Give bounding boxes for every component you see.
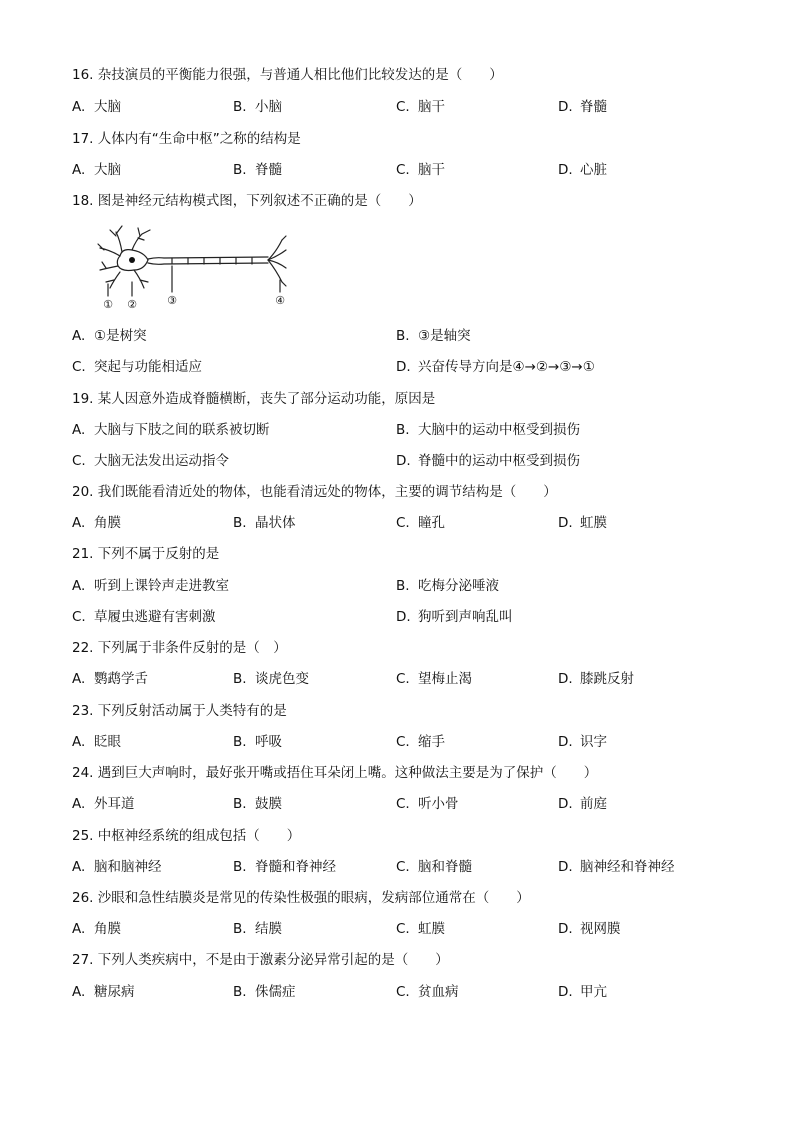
- q16-option-c: C. 脑干: [396, 99, 445, 115]
- q16-option-b: B. 小脑: [233, 99, 282, 115]
- q26-option-d: D. 视网膜: [558, 921, 621, 937]
- q23-option-a: A. 眨眼: [72, 734, 121, 750]
- q25-option-b: B. 脊髓和脊神经: [233, 859, 336, 875]
- q17-option-d: D. 心脏: [558, 162, 607, 178]
- question-26-stem: 26. 沙眼和急性结膜炎是常见的传染性极强的眼病，发病部位通常在（ ）: [72, 890, 530, 906]
- question-19-stem: 19. 某人因意外造成脊髓横断，丧失了部分运动功能，原因是: [72, 391, 436, 407]
- q19-option-a: A. 大脑与下肢之间的联系被切断: [72, 422, 270, 438]
- q20-option-c: C. 瞳孔: [396, 515, 445, 531]
- q27-option-a: A. 糖尿病: [72, 984, 135, 1000]
- question-20-stem: 20. 我们既能看清近处的物体，也能看清远处的物体，主要的调节结构是（ ）: [72, 484, 557, 500]
- q23-option-c: C. 缩手: [396, 734, 445, 750]
- q27-option-c: C. 贫血病: [396, 984, 459, 1000]
- q25-option-d: D. 脑神经和脊神经: [558, 859, 675, 875]
- q19-option-c: C. 大脑无法发出运动指令: [72, 453, 229, 469]
- q20-option-b: B. 晶状体: [233, 515, 296, 531]
- q24-option-c: C. 听小骨: [396, 796, 459, 812]
- q17-option-a: A. 大脑: [72, 162, 121, 178]
- q26-option-c: C. 虹膜: [396, 921, 445, 937]
- q18-option-b: B. ③是轴突: [396, 328, 471, 344]
- figure-label-2: ②: [127, 298, 137, 311]
- figure-label-3: ③: [167, 294, 177, 307]
- q21-option-d: D. 狗听到声响乱叫: [396, 609, 513, 625]
- q25-option-c: C. 脑和脊髓: [396, 859, 472, 875]
- q20-option-d: D. 虹膜: [558, 515, 607, 531]
- q16-option-d: D. 脊髓: [558, 99, 607, 115]
- q22-option-b: B. 谈虎色变: [233, 671, 309, 687]
- q24-option-d: D. 前庭: [558, 796, 607, 812]
- q24-option-a: A. 外耳道: [72, 796, 135, 812]
- question-16-stem: 16. 杂技演员的平衡能力很强，与普通人相比他们比较发达的是（ ）: [72, 67, 503, 83]
- q20-option-a: A. 角膜: [72, 515, 121, 531]
- q18-option-a: A. ①是树突: [72, 328, 147, 344]
- q18-option-d: D. 兴奋传导方向是④→②→③→①: [396, 359, 595, 375]
- neuron-diagram: [92, 222, 328, 314]
- question-24-stem: 24. 遇到巨大声响时，最好张开嘴或捂住耳朵闭上嘴。这种做法主要是为了保护（ ）: [72, 765, 598, 781]
- question-17-stem: 17. 人体内有“生命中枢”之称的结构是: [72, 131, 301, 147]
- q24-option-b: B. 鼓膜: [233, 796, 282, 812]
- question-27-stem: 27. 下列人类疾病中，不是由于激素分泌异常引起的是（ ）: [72, 952, 449, 968]
- q16-option-a: A. 大脑: [72, 99, 121, 115]
- q26-option-b: B. 结膜: [233, 921, 282, 937]
- q17-option-c: C. 脑干: [396, 162, 445, 178]
- figure-label-4: ④: [275, 294, 285, 307]
- q22-option-d: D. 膝跳反射: [558, 671, 634, 687]
- q25-option-a: A. 脑和脑神经: [72, 859, 162, 875]
- q22-option-c: C. 望梅止渴: [396, 671, 472, 687]
- q21-option-b: B. 吃梅分泌唾液: [396, 578, 499, 594]
- question-22-stem: 22. 下列属于非条件反射的是（ ）: [72, 640, 287, 656]
- question-18-stem: 18. 图是神经元结构模式图，下列叙述不正确的是（ ）: [72, 193, 422, 209]
- q23-option-d: D. 识字: [558, 734, 607, 750]
- q23-option-b: B. 呼吸: [233, 734, 282, 750]
- q18-option-c: C. 突起与功能相适应: [72, 359, 202, 375]
- question-25-stem: 25. 中枢神经系统的组成包括（ ）: [72, 828, 301, 844]
- question-23-stem: 23. 下列反射活动属于人类特有的是: [72, 703, 287, 719]
- figure-label-1: ①: [103, 298, 113, 311]
- q21-option-a: A. 听到上课铃声走进教室: [72, 578, 229, 594]
- q19-option-d: D. 脊髓中的运动中枢受到损伤: [396, 453, 580, 469]
- q19-option-b: B. 大脑中的运动中枢受到损伤: [396, 422, 580, 438]
- q27-option-b: B. 侏儒症: [233, 984, 296, 1000]
- q22-option-a: A. 鹦鹉学舌: [72, 671, 148, 687]
- q27-option-d: D. 甲亢: [558, 984, 607, 1000]
- q17-option-b: B. 脊髓: [233, 162, 282, 178]
- q21-option-c: C. 草履虫逃避有害刺激: [72, 609, 216, 625]
- question-21-stem: 21. 下列不属于反射的是: [72, 546, 220, 562]
- q26-option-a: A. 角膜: [72, 921, 121, 937]
